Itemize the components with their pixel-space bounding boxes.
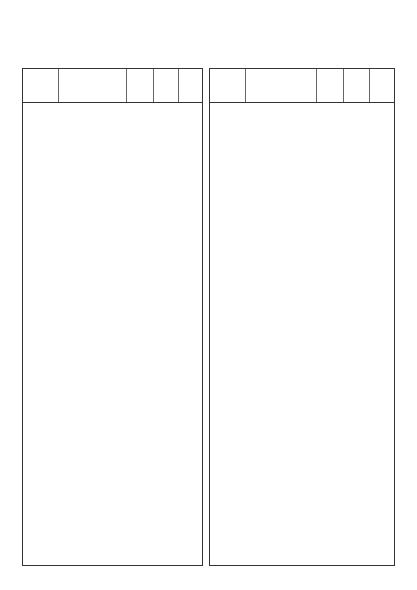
general-capacity-header — [370, 69, 396, 102]
left-table-rows — [23, 103, 202, 565]
general-capacity-header — [179, 69, 204, 102]
right-table-header — [210, 69, 394, 103]
right-table-rows — [210, 103, 394, 565]
left-table — [22, 68, 203, 566]
course-header — [59, 69, 127, 102]
school-name-header — [23, 69, 59, 102]
capacity-header — [317, 69, 344, 102]
capacity-header — [127, 69, 154, 102]
left-table-header — [23, 69, 202, 103]
special-capacity-header — [344, 69, 370, 102]
right-table — [209, 68, 395, 566]
document-title — [12, 42, 405, 54]
course-header — [246, 69, 317, 102]
special-capacity-header — [154, 69, 179, 102]
school-name-header — [210, 69, 246, 102]
